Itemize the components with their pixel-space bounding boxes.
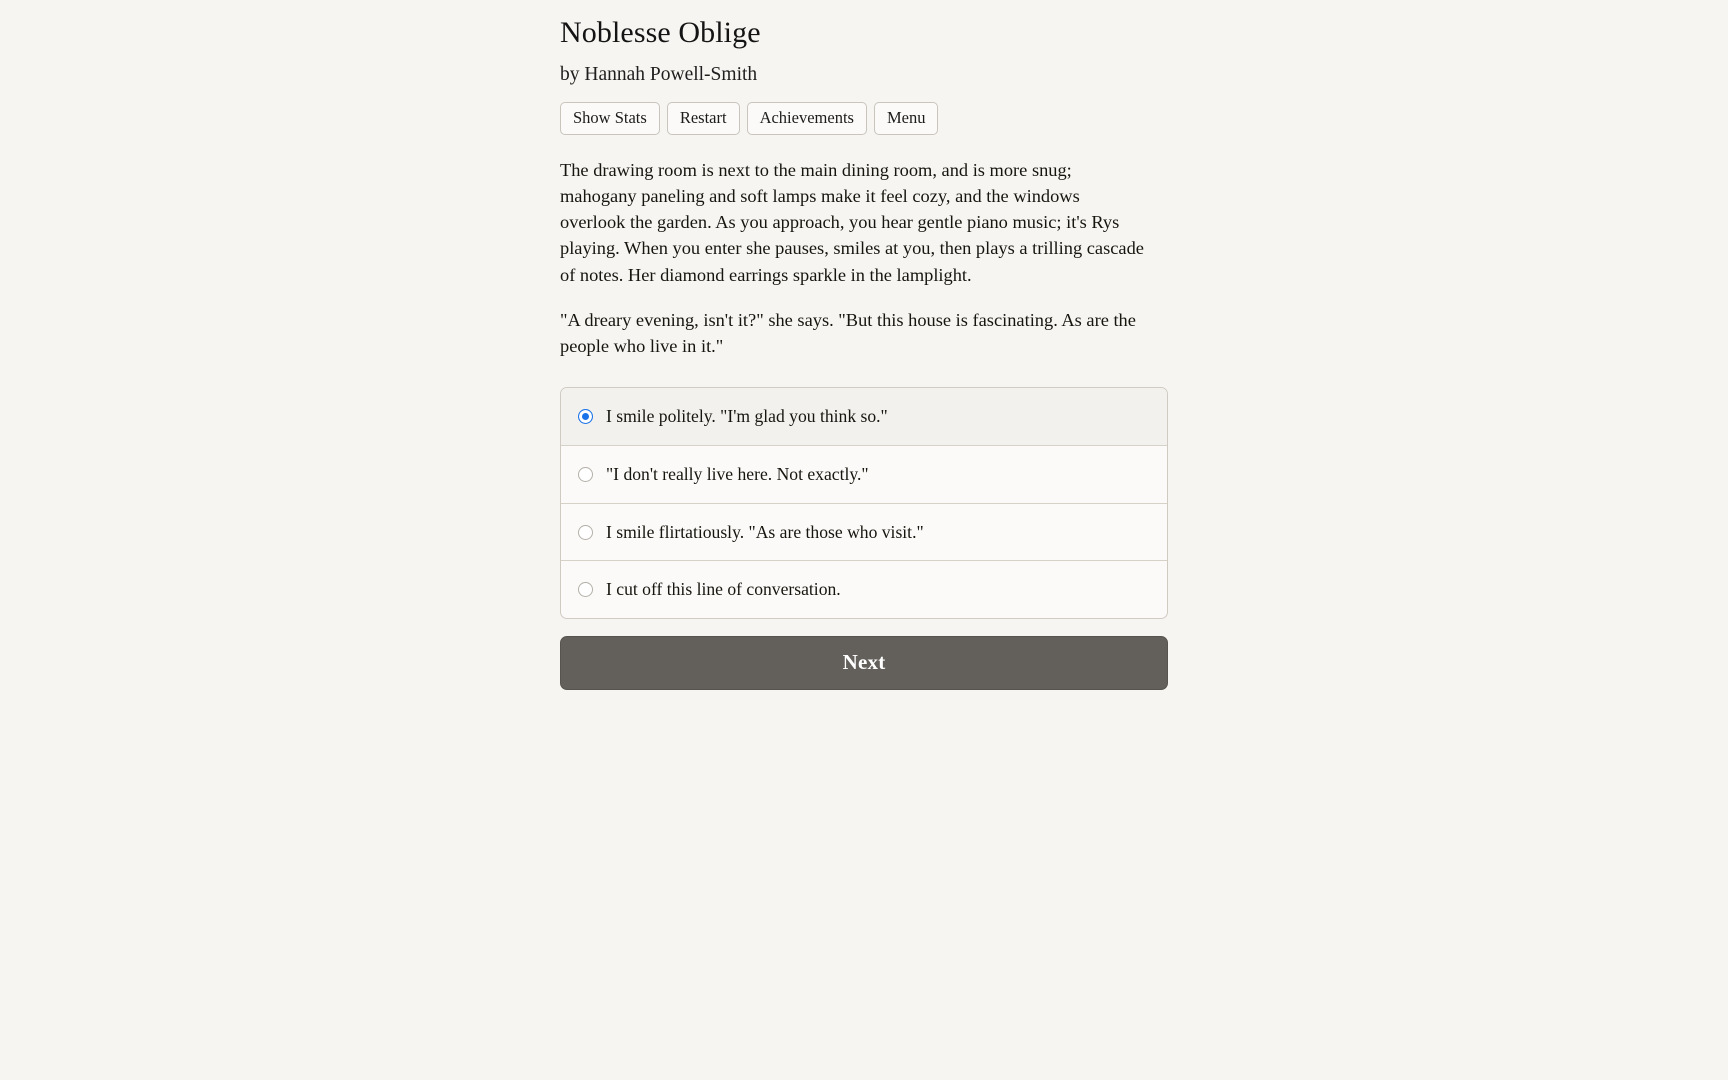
radio-icon[interactable] — [578, 525, 593, 540]
story-paragraph: The drawing room is next to the main dining room, and is more snug; mahogany paneling and soft lamps make it feel cozy, and the windows overlook the garden. As you approach, you hear gentle piano music; it's Rys playing. When you enter she pauses, smiles at you, then plays a trilling cascade of notes. Her diamond earrings sparkle in the lamplight. — [560, 160, 1144, 285]
radio-icon[interactable] — [578, 409, 593, 424]
choice-option[interactable] — [561, 446, 1167, 504]
page-title: Noblesse Oblige — [560, 16, 761, 49]
story-paragraph: "A dreary evening, isn't it?" she says. "But this house is fascinating. As are the people who live in it." — [560, 309, 1136, 356]
radio-icon[interactable] — [578, 467, 593, 482]
choice-option[interactable] — [561, 504, 1167, 562]
author-byline: by Hannah Powell-Smith — [560, 63, 758, 85]
choice-option[interactable] — [561, 561, 1167, 618]
menu-button[interactable]: Menu — [874, 102, 939, 136]
choice-label: I cut off this line of conversation. — [606, 579, 841, 600]
choice-label: "I don't really live here. Not exactly." — [606, 463, 869, 484]
choice-label: I smile flirtatiously. "As are those who visit." — [606, 521, 924, 542]
show-stats-button[interactable]: Show Stats — [560, 102, 660, 136]
choice-option[interactable] — [561, 388, 1167, 446]
next-button[interactable]: Next — [560, 636, 1168, 690]
choice-label: I smile politely. "I'm glad you think so." — [606, 405, 888, 426]
choice-list — [560, 387, 1168, 619]
game-content — [560, 14, 1170, 690]
achievements-button[interactable]: Achievements — [747, 102, 867, 136]
story-text — [560, 157, 1170, 359]
radio-icon[interactable] — [578, 582, 593, 597]
game-toolbar — [560, 102, 1170, 136]
restart-button[interactable]: Restart — [667, 102, 740, 136]
